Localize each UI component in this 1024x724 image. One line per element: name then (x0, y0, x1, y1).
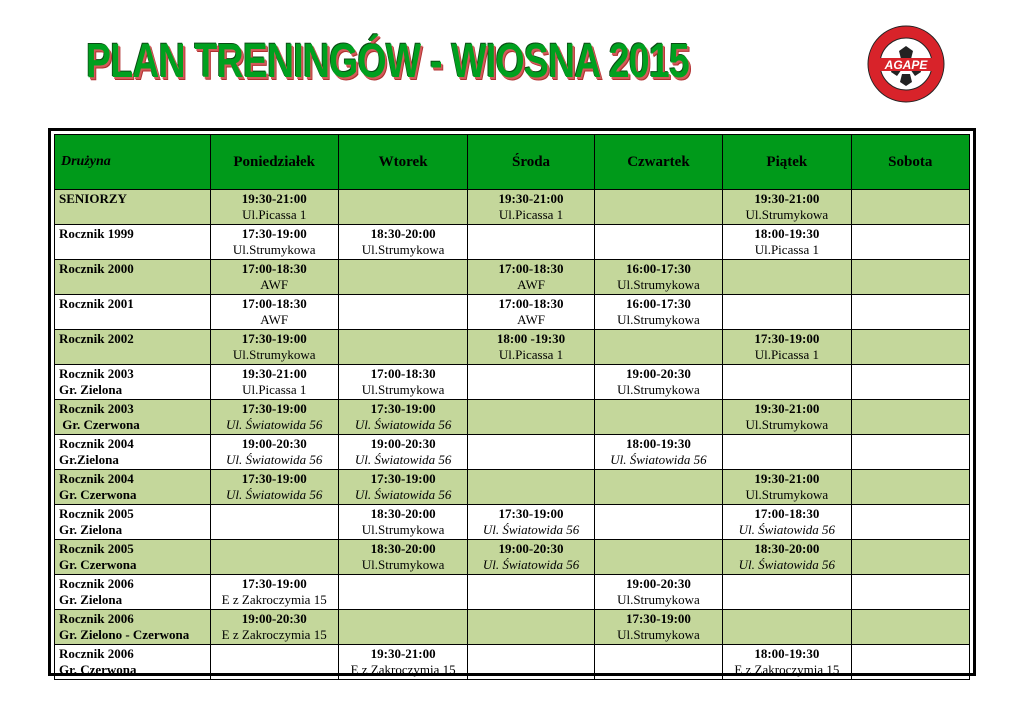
session-cell-monday (210, 575, 338, 610)
column-header-team: Drużyna (55, 135, 211, 190)
session-cell-saturday (851, 330, 969, 365)
session-cell-monday (210, 470, 338, 505)
table-row (55, 400, 970, 435)
table-row (55, 505, 970, 540)
session-cell-tuesday (338, 645, 467, 680)
session-cell-thursday (594, 575, 722, 610)
session-cell-monday (210, 400, 338, 435)
team-cell (55, 645, 211, 680)
session-time: 19:00-20:30 (625, 576, 691, 591)
session-time: 19:30-21:00 (754, 191, 820, 206)
session-location: Ul.Picassa 1 (754, 242, 819, 257)
session-location: E z Zakroczymia 15 (734, 662, 840, 677)
session-time: 19:00-20:30 (625, 366, 691, 381)
session-time: 16:00-17:30 (625, 261, 691, 276)
session-cell-monday (210, 540, 338, 575)
session-cell-thursday (594, 505, 722, 540)
team-cell (55, 295, 211, 330)
session-location: Ul. Światowida 56 (354, 417, 452, 432)
session-cell-wednesday (468, 400, 594, 435)
session-location: E z Zakroczymia 15 (221, 592, 327, 607)
session-cell-wednesday (468, 505, 594, 540)
session-cell-monday (210, 190, 338, 225)
session-location: Ul.Strumykowa (745, 207, 829, 222)
session-time: 16:00-17:30 (625, 296, 691, 311)
session-cell-thursday (594, 645, 722, 680)
team-cell (55, 505, 211, 540)
session-cell-thursday (594, 295, 722, 330)
session-cell-friday (723, 435, 851, 470)
session-time: 18:30-20:00 (370, 541, 436, 556)
team-name: Rocznik 2005 (59, 506, 134, 521)
session-cell-monday (210, 365, 338, 400)
session-location: E z Zakroczymia 15 (350, 662, 456, 677)
session-location: Ul.Strumykowa (617, 592, 700, 607)
svg-text:AGAPE: AGAPE (884, 58, 928, 72)
session-cell-saturday (851, 400, 969, 435)
session-cell-thursday (594, 260, 722, 295)
session-location: Ul.Picassa 1 (498, 207, 564, 222)
session-cell-tuesday (338, 575, 467, 610)
session-time: 17:30-19:00 (754, 331, 820, 346)
session-cell-wednesday (468, 330, 594, 365)
session-location: Ul. Światowida 56 (738, 557, 836, 572)
session-location: Ul.Picassa 1 (754, 347, 819, 362)
session-cell-monday (210, 610, 338, 645)
session-location: Ul.Strumykowa (361, 557, 445, 572)
team-name: SENIORZY (59, 191, 127, 206)
session-time: 17:00-18:30 (754, 506, 820, 521)
session-time: 17:30-19:00 (241, 331, 307, 346)
session-cell-tuesday (338, 365, 467, 400)
session-cell-tuesday (338, 260, 467, 295)
session-cell-monday (210, 260, 338, 295)
session-time: 18:00 -19:30 (496, 331, 566, 346)
session-cell-friday (723, 365, 851, 400)
team-name: Rocznik 2006 (59, 576, 134, 591)
session-location: Ul.Strumykowa (617, 382, 700, 397)
session-time: 18:00-19:30 (625, 436, 691, 451)
session-time: 17:30-19:00 (241, 471, 307, 486)
session-cell-saturday (851, 505, 969, 540)
session-cell-friday (723, 540, 851, 575)
session-cell-thursday (594, 435, 722, 470)
session-cell-tuesday (338, 435, 467, 470)
session-cell-tuesday (338, 400, 467, 435)
session-time: 17:30-19:00 (241, 576, 307, 591)
session-location: Ul.Picassa 1 (242, 382, 307, 397)
session-cell-thursday (594, 190, 722, 225)
session-location: Ul. Światowida 56 (225, 452, 323, 467)
team-group: Gr. Czerwona (59, 417, 140, 432)
session-cell-saturday (851, 190, 969, 225)
team-cell (55, 365, 211, 400)
column-header-thursday: Czwartek (594, 135, 722, 190)
team-group: Gr. Czerwona (59, 557, 137, 572)
session-cell-monday (210, 505, 338, 540)
session-cell-saturday (851, 610, 969, 645)
session-time: 18:00-19:30 (754, 226, 820, 241)
table-row (55, 295, 970, 330)
session-cell-wednesday (468, 190, 594, 225)
session-location: Ul.Strumykowa (232, 347, 316, 362)
column-header-saturday: Sobota (851, 135, 969, 190)
team-group: Gr. Zielona (59, 592, 123, 607)
team-name: Rocznik 2002 (59, 331, 134, 346)
team-name: Rocznik 2004 (59, 471, 134, 486)
session-cell-saturday (851, 575, 969, 610)
session-cell-wednesday (468, 470, 594, 505)
session-location: Ul. Światowida 56 (738, 522, 836, 537)
session-location: Ul. Światowida 56 (354, 452, 452, 467)
session-location: Ul.Strumykowa (617, 277, 700, 292)
session-cell-wednesday (468, 365, 594, 400)
session-location: Ul. Światowida 56 (354, 487, 452, 502)
table-row (55, 330, 970, 365)
team-cell (55, 540, 211, 575)
session-cell-wednesday (468, 645, 594, 680)
team-cell (55, 330, 211, 365)
session-cell-thursday (594, 225, 722, 260)
session-cell-saturday (851, 365, 969, 400)
team-cell (55, 575, 211, 610)
session-cell-thursday (594, 470, 722, 505)
team-cell (55, 225, 211, 260)
session-cell-saturday (851, 260, 969, 295)
session-time: 18:30-20:00 (754, 541, 820, 556)
session-time: 17:00-18:30 (241, 296, 307, 311)
session-location: Ul.Strumykowa (617, 312, 700, 327)
session-cell-saturday (851, 645, 969, 680)
session-time: 17:30-19:00 (625, 611, 691, 626)
session-cell-tuesday (338, 225, 467, 260)
session-time: 18:30-20:00 (370, 506, 436, 521)
session-cell-tuesday (338, 610, 467, 645)
session-location: AWF (260, 312, 289, 327)
session-location: Ul.Strumykowa (361, 242, 445, 257)
session-time: 17:30-19:00 (370, 471, 436, 486)
column-header-friday: Piątek (723, 135, 851, 190)
session-cell-tuesday (338, 505, 467, 540)
training-schedule-table (54, 134, 970, 680)
session-time: 19:30-21:00 (370, 646, 436, 661)
session-cell-saturday (851, 295, 969, 330)
team-group: Gr. Zielona (59, 382, 123, 397)
session-location: Ul.Strumykowa (745, 487, 829, 502)
session-cell-tuesday (338, 190, 467, 225)
team-name: Rocznik 2003 (59, 401, 134, 416)
table-row (55, 540, 970, 575)
session-cell-friday (723, 575, 851, 610)
session-cell-saturday (851, 435, 969, 470)
session-location: Ul.Strumykowa (745, 417, 829, 432)
session-time: 19:30-21:00 (498, 191, 564, 206)
session-cell-monday (210, 295, 338, 330)
session-time: 19:00-20:30 (498, 541, 564, 556)
session-location: Ul. Światowida 56 (225, 487, 323, 502)
session-time: 17:30-19:00 (370, 401, 436, 416)
page-title: PLAN TRENINGÓW - WIOSNA 2015 (86, 35, 689, 88)
session-cell-tuesday (338, 540, 467, 575)
session-time: 17:30-19:00 (498, 506, 564, 521)
session-cell-wednesday (468, 295, 594, 330)
session-cell-wednesday (468, 225, 594, 260)
table-row (55, 435, 970, 470)
team-name: Rocznik 2006 (59, 646, 134, 661)
session-time: 17:30-19:00 (241, 226, 307, 241)
session-cell-wednesday (468, 610, 594, 645)
session-cell-friday (723, 260, 851, 295)
session-location: E z Zakroczymia 15 (221, 627, 327, 642)
table-row (55, 575, 970, 610)
session-cell-thursday (594, 540, 722, 575)
table-row (55, 190, 970, 225)
team-cell (55, 470, 211, 505)
session-time: 19:30-21:00 (754, 401, 820, 416)
team-name: Rocznik 2003 (59, 366, 134, 381)
session-time: 17:30-19:00 (241, 401, 307, 416)
session-cell-thursday (594, 400, 722, 435)
session-cell-friday (723, 400, 851, 435)
session-cell-friday (723, 295, 851, 330)
session-time: 19:30-21:00 (754, 471, 820, 486)
session-location: Ul.Picassa 1 (242, 207, 307, 222)
team-group: Gr. Zielona (59, 522, 123, 537)
session-cell-saturday (851, 470, 969, 505)
session-cell-thursday (594, 330, 722, 365)
session-time: 19:00-20:30 (241, 611, 307, 626)
session-location: Ul. Światowida 56 (225, 417, 323, 432)
schedule-frame (48, 128, 976, 676)
team-cell (55, 610, 211, 645)
team-group: Gr. Zielono - Czerwona (59, 627, 190, 642)
table-row (55, 365, 970, 400)
session-cell-monday (210, 225, 338, 260)
session-location: Ul. Światowida 56 (610, 452, 707, 467)
session-time: 19:00-20:30 (370, 436, 436, 451)
session-location: AWF (260, 277, 289, 292)
session-cell-saturday (851, 540, 969, 575)
team-name: Rocznik 2004 (59, 436, 134, 451)
session-time: 17:00-18:30 (498, 261, 564, 276)
session-cell-tuesday (338, 470, 467, 505)
session-cell-friday (723, 330, 851, 365)
session-location: Ul.Strumykowa (361, 522, 445, 537)
team-group: Gr. Czerwona (59, 487, 137, 502)
session-location: AWF (517, 312, 545, 327)
session-location: Ul. Światowida 56 (482, 522, 580, 537)
team-group: Gr.Zielona (59, 452, 119, 467)
session-cell-thursday (594, 365, 722, 400)
session-time: 19:00-20:30 (241, 436, 307, 451)
session-location: Ul.Strumykowa (232, 242, 316, 257)
session-time: 19:30-21:00 (241, 191, 307, 206)
team-name: Rocznik 2006 (59, 611, 134, 626)
session-cell-friday (723, 470, 851, 505)
session-cell-saturday (851, 225, 969, 260)
session-time: 19:30-21:00 (241, 366, 307, 381)
session-location: Ul. Światowida 56 (482, 557, 580, 572)
session-location: Ul.Strumykowa (617, 627, 700, 642)
table-row (55, 260, 970, 295)
session-time: 18:30-20:00 (370, 226, 436, 241)
session-cell-wednesday (468, 435, 594, 470)
session-cell-friday (723, 610, 851, 645)
team-cell (55, 435, 211, 470)
session-time: 17:00-18:30 (241, 261, 307, 276)
session-location: AWF (517, 277, 545, 292)
column-header-monday: Poniedziałek (210, 135, 338, 190)
table-row (55, 470, 970, 505)
session-time: 17:00-18:30 (498, 296, 564, 311)
team-name: Rocznik 2000 (59, 261, 134, 276)
table-row (55, 225, 970, 260)
session-cell-thursday (594, 610, 722, 645)
team-name: Rocznik 2001 (59, 296, 134, 311)
table-row (55, 610, 970, 645)
session-cell-friday (723, 645, 851, 680)
session-cell-monday (210, 645, 338, 680)
club-logo (866, 24, 946, 104)
session-cell-monday (210, 330, 338, 365)
session-location: Ul.Picassa 1 (498, 347, 564, 362)
session-cell-wednesday (468, 540, 594, 575)
team-name: Rocznik 1999 (59, 226, 134, 241)
session-time: 18:00-19:30 (754, 646, 820, 661)
column-header-wednesday: Środa (468, 135, 594, 190)
session-cell-friday (723, 505, 851, 540)
column-header-tuesday: Wtorek (338, 135, 467, 190)
table-row (55, 645, 970, 680)
session-time: 17:00-18:30 (370, 366, 436, 381)
team-cell (55, 190, 211, 225)
team-group: Gr. Czerwona (59, 662, 137, 677)
session-cell-wednesday (468, 575, 594, 610)
team-cell (55, 260, 211, 295)
table-header-row (55, 135, 970, 190)
team-name: Rocznik 2005 (59, 541, 134, 556)
session-location: Ul.Strumykowa (361, 382, 445, 397)
team-cell (55, 400, 211, 435)
session-cell-monday (210, 435, 338, 470)
session-cell-tuesday (338, 295, 467, 330)
session-cell-tuesday (338, 330, 467, 365)
session-cell-wednesday (468, 260, 594, 295)
session-cell-friday (723, 190, 851, 225)
session-cell-friday (723, 225, 851, 260)
